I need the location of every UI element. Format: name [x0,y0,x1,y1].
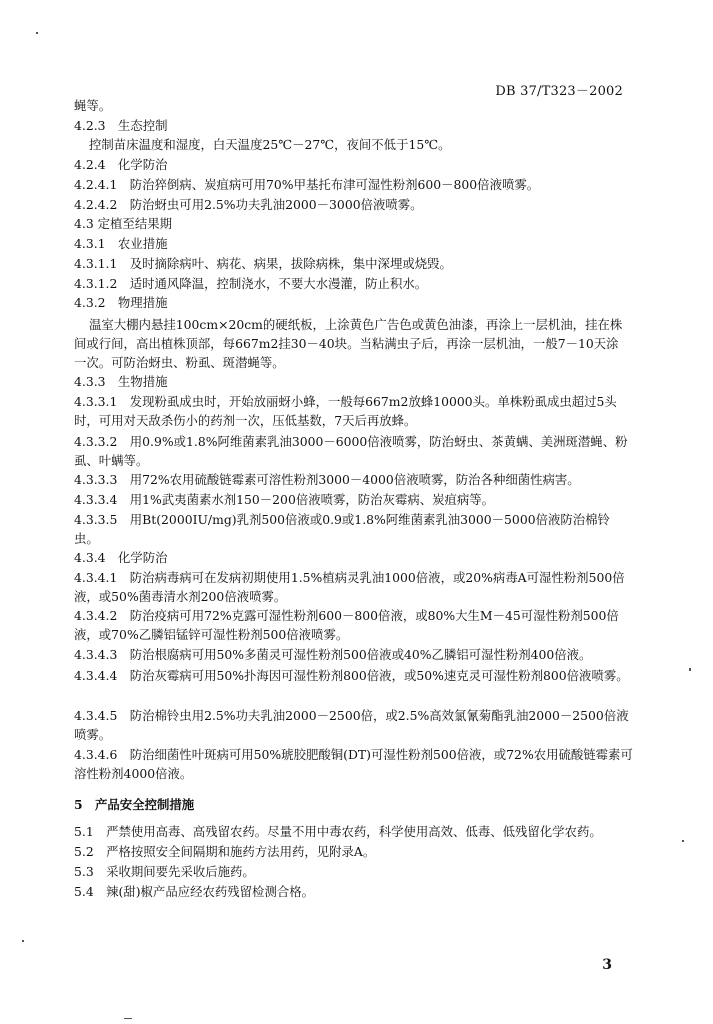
list-item: 4.3.4.3 防治根腐病可用50%多菌灵可湿性粉剂500倍液或40%乙膦铝可湿性粉剂400倍液。 [74,647,592,662]
list-item: 4.3.1.1 及时摘除病叶、病花、病果，拔除病株，集中深埋或烧毁。 [74,256,452,271]
section-heading: 4.3.1 农业措施 [74,236,168,251]
scan-speck [682,840,684,842]
paragraph: 控制苗床温度和湿度，白天温度25℃－27℃，夜间不低于15℃。 [89,137,451,152]
scan-speck [36,32,38,34]
section-heading: 4.3.3 生物措施 [74,374,168,389]
list-item: 4.3.4.6 防治细菌性叶斑病可用50%琥胶肥酸铜(DT)可湿性粉剂500倍液，或72%农用硫酸链霉素可溶性粉剂4000倍液。 [74,747,633,781]
section-heading: 4.3.2 物理措施 [74,295,168,310]
scan-speck [22,940,24,942]
section-heading: 4.3 定植至结果期 [74,216,172,231]
list-item: 5.1 严禁使用高毒、高残留农药。尽量不用中毒农药，科学使用高效、低毒、低残留化学农药。 [74,824,602,839]
section-heading: 4.3.4 化学防治 [74,550,168,565]
list-item: 4.3.4.1 防治病毒病可在发病初期使用1.5%植病灵乳油1000倍液，或20%病毒A可湿性粉剂500倍液，或50%菌毒清水剂200倍液喷雾。 [74,570,625,604]
list-item: 5.4 辣(甜)椒产品应经农药残留检测合格。 [74,884,315,899]
text-line: 蝇等。 [74,98,112,113]
list-item: 4.2.4.2 防治蚜虫可用2.5%功夫乳油2000－3000倍液喷雾。 [74,197,423,212]
list-item: 4.3.4.5 防治棉铃虫用2.5%功夫乳油2000－2500倍，或2.5%高效氯氰菊酯乳油2000－2500倍液喷雾。 [74,708,629,742]
header-doc-code: DB 37/T323－2002 [495,84,623,99]
list-item: 4.3.3.1 发现粉虱成虫时，开始放丽蚜小蜂，一般每667m2放蜂10000头。单株粉虱成虫超过5头时，可用对天敌杀伤小的药剂一次，压低基数，7天后再放蜂。 [74,394,617,428]
list-item: 5.2 严格按照安全间隔期和施药方法用药，见附录A。 [74,844,376,859]
scan-speck [689,668,691,671]
list-item: 4.2.4.1 防治猝倒病、炭疽病可用70%甲基托布津可湿性粉剂600－800倍液喷雾。 [74,177,540,192]
list-item: 4.3.3.4 用1%武夷菌素水剂150－200倍液喷雾，防治灰霉病、炭疽病等。 [74,492,495,507]
section-heading: 4.2.3 生态控制 [74,118,168,133]
list-item: 5.3 采收期间要先采收后施药。 [74,864,255,879]
page-number: 3 [602,957,612,973]
section-heading: 4.2.4 化学防治 [74,157,168,172]
paragraph: 温室大棚内悬挂100cm×20cm的硬纸板，上涂黄色广告色或黄色油漆，再涂上一层机油，挂在株间或行间，高出植株顶部，每667m2挂30－40块。当粘满虫子后，再涂一层机油，一般7－10天涂一次。可防治蚜虫、粉虱、斑潜蝇等。 [74,317,623,370]
list-item: 4.3.1.2 适时通风降温，控制浇水，不要大水漫灌，防止积水。 [74,276,428,291]
scan-speck [124,1018,132,1019]
list-item: 4.3.3.5 用Bt(2000IU/mg)乳剂500倍液或0.9或1.8%阿维菌素乳油3000－5000倍液防治棉铃虫。 [74,512,610,546]
list-item: 4.3.4.2 防治疫病可用72%克露可湿性粉剂600－800倍液，或80%大生M－45可湿性粉剂500倍液，或70%乙膦铝锰锌可湿性粉剂500倍液喷雾。 [74,608,619,642]
list-item: 4.3.4.4 防治灰霉病可用50%扑海因可湿性粉剂800倍液，或50%速克灵可湿性粉剂800倍液喷雾。 [74,668,629,683]
list-item: 4.3.3.2 用0.9%或1.8%阿维菌素乳油3000－6000倍液喷雾，防治蚜虫、茶黄螨、美洲斑潜蝇、粉虱、叶螨等。 [74,434,628,468]
list-item: 4.3.3.3 用72%农用硫酸链霉素可溶性粉剂3000－4000倍液喷雾，防治各种细菌性病害。 [74,472,580,487]
chapter-heading: 5 产品安全控制措施 [74,797,195,812]
